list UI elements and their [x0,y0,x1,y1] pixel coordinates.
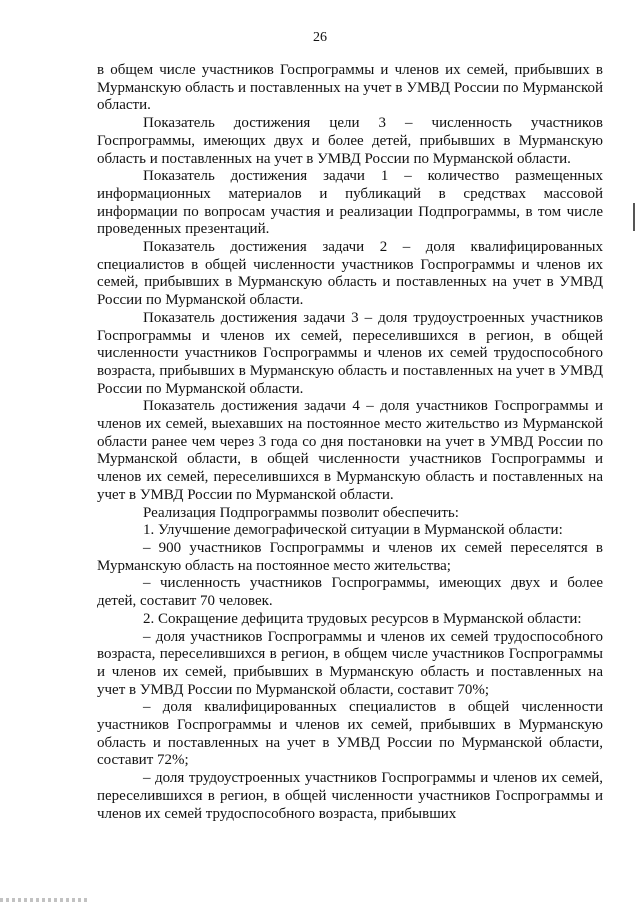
paragraph-implementation-intro: Реализация Подпрограммы позволит обеспечить: [143,504,459,521]
paragraph-heading-1: 1. Улучшение демографической ситуации в Мурманской области: [143,522,563,539]
paragraph-goal-3-indicator: Показатель достижения цели 3 – численность участников Госпрограммы, имеющих двух и более детей, прибывших в Мурманскую область и поставленных на учет в УМВД России по Мурманской области. [97,115,603,167]
list-item: – численность участников Госпрограммы, имеющих двух и более детей, составит 70 человек. [97,575,603,610]
paragraph-task-2-indicator: Показатель достижения задачи 2 – доля квалифицированных специалистов в общей численности участников Госпрограммы и членов их семей, прибывших в Мурманскую область и поставленных на учет в УМВД России по Мурманской области. [97,239,603,309]
page-number: 26 [313,30,327,45]
list-item: – доля квалифицированных специалистов в общей численности участников Госпрограммы и членов их семей, прибывших в Мурманскую область и поставленных на учет в УМВД России по Мурманской области, составит 72%; [97,699,603,769]
margin-scan-mark [633,203,635,231]
paragraph-task-4-indicator: Показатель достижения задачи 4 – доля участников Госпрограммы и членов их семей, выехавших на постоянное место жительство из Мурманской области ранее чем через 3 года со дня постановки на учет в УМВД России по Мурманской области, в общей численности участников Госпрограммы и членов их семей, переселившихся в Мурманскую область и поставленных на учет в УМВД России по Мурманской области. [97,398,603,503]
paragraph-1: в общем числе участников Госпрограммы и членов их семей, прибывших в Мурманскую область и поставленных на учет в УМВД России по Мурманской области. [97,62,603,114]
paragraph-heading-2: 2. Сокращение дефицита трудовых ресурсов в Мурманской области: [143,610,582,627]
list-item: – 900 участников Госпрограммы и членов их семей переселятся в Мурманскую область на постоянное место жительства; [97,539,603,574]
paragraph-task-1-indicator: Показатель достижения задачи 1 – количество размещенных информационных материалов и публикаций в средствах массовой информации по вопросам участия и реализации Подпрограммы, в том числе проведенных презентаций. [97,168,603,238]
scan-artifact [0,898,90,902]
list-item: – доля участников Госпрограммы и членов их семей трудоспособного возраста, переселившихся в регион, в общем числе участников Госпрограммы и членов их семей, прибывших в Мурманскую область и поставленных на учет в УМВД России по Мурманской области, составит 70%; [97,628,603,698]
document-body [97,62,603,823]
paragraph-task-3-indicator: Показатель достижения задачи 3 – доля трудоустроенных участников Госпрограммы и членов их семей, переселившихся в регион, в общей численности участников Госпрограммы и членов их семей трудоспособного возраста, прибывших в Мурманскую область и поставленных на учет в УМВД России по Мурманской области. [97,309,603,397]
list-item: – доля трудоустроенных участников Госпрограммы и членов их семей, переселившихся в регион, в общей численности участников Госпрограммы и членов их семей трудоспособного возраста, прибывших [97,770,603,822]
